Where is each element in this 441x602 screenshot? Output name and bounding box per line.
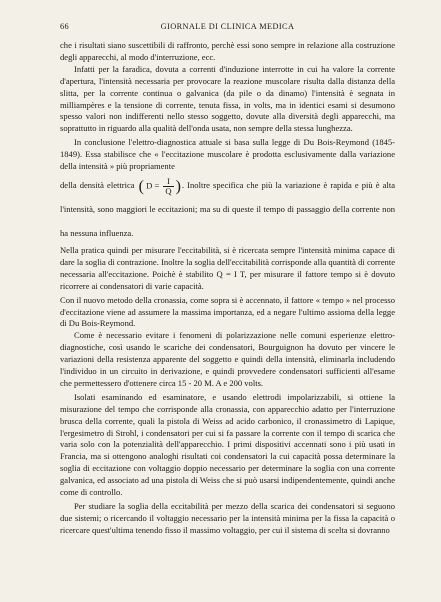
formula-lhs: D	[146, 179, 153, 190]
paragraph-3: In conclusione l'elettro-diagnostica attuale si basa sulla legge di Du Bois-Reymond (1845-1849). Essa stabilisce che « l'eccitazione muscolare è prodotta esclusivamente dalla variazione della intensità » più propriamente	[60, 137, 395, 172]
formula-numerator: I	[163, 177, 173, 187]
paragraph-4-cont: . Inoltre specifica che più la variazione è rapida e più è alta l'intensità, sono maggiori le eccitazioni; ma su di queste il tempo di passaggio della corrente non ha nessuna influenza.	[60, 179, 395, 238]
paragraph-7: Come è necessario evitare i fenomeni di polarizzazione nelle comuni esperienze elettro-diagnostiche, così usando le scariche dei condensatori, Bourguignon ha dovuto per vincere le variazioni della resistenza apparente del soggetto e quindi della intensità, eliminarla includendo l'individuo in un circuito in derivazione, e quindi provvedere condensatori sufficienti all'esame che permettessero d'ottenere circa 15 - 20 M. A e 200 volts.	[60, 330, 395, 388]
paragraph-1: che i risultati siano suscettibili di raffronto, perchè essi sono sempre in relazione alla costruzione degli apparecchi, al modo d'interruzione, ecc.	[60, 40, 395, 62]
page-number: 66	[60, 22, 70, 31]
paragraph-8: Isolati esaminando ed esaminatore, e usando elettrodi impolarizzabili, si ottiene la misurazione del tempo che corrisponde alla cronassia, con apparecchio adatto per l'interruzione brusca della corrente, quali la pistola di Weiss ad acido carbonico, il cronassimetro di Lapique, l'ergesimetro di Strohl, i condensatori per cui si fa passare la corrente con il tempo di scarica che varia solo con la potenzialità dell'apparecchio. I primi dispositivi accennati sono i più usati in Francia, ma si ottengono analoghi risultati coi condensatori la cui capacità possa determinare la soglia di eccitazione con voltaggio doppio necessario per determinare la soglia con una corrente galvanica, ed associato ad una pistola di Weiss che si può usarsi indipendentemente, quindi anche come di controllo.	[60, 391, 395, 498]
paragraph-6: Con il nuovo metodo della cronassia, come sopra si è accennato, il fattore « tempo » nel processo d'eccitazione viene ad assumere la massima importanza, ed a negare l'ultimo assioma della legge di Du Bois-Reymond.	[60, 294, 395, 329]
density-text: della densità elettrica	[60, 179, 135, 190]
running-title: GIORNALE DI CLINICA MEDICA	[160, 22, 295, 31]
paragraph-5: Nella pratica quindi per misurare l'eccitabilità, si è ricercata sempre l'intensità minima capace di dare la soglia di contrazione. Inoltre la soglia dell'eccitabilità corrisponde alla quantità di corrente necessaria all'eccitazione. Poichè è stabilito Q = I T, per misurare il fattore tempo si è dovuto ricorrere ai condensatori di varie capacità.	[60, 244, 395, 291]
paragraph-2: Infatti per la faradica, dovuta a correnti d'induzione interrotte in cui ha valore la corrente d'apertura, l'intensità necessaria per provocare la reazione muscolare risulta dalla distanza della slitta, per la corrente continua o galvanica (da pile o da dinamo) l'intensità è segnata in milliampères e la tensione di corrente, tenuta fissa, in volts, ma in identici esami si desumono spesso valori non indifferenti nello stesso soggetto, dovute alla diversità degli apparecchi, ma soprattutto in riguardo alla qualità dell'onda usata, non sempre della stessa lunghezza.	[60, 63, 395, 134]
paragraph-4	[60, 173, 395, 245]
formula-denominator: Q	[165, 185, 172, 196]
du-bois-formula: ( D = $\frac{I}{Q}$ )	[138, 175, 181, 196]
body-text	[60, 40, 395, 537]
formula-eq: =	[154, 179, 160, 190]
formula-fraction	[163, 177, 173, 196]
paragraph-9: Per studiare la soglia della eccitabilità per mezzo della scarica dei condensatori si seguono due sistemi; o ricercando il voltaggio necessario per la intensità minima per la fissa la capacità o ricercare quest'ultima tenendo fisso il massimo voltaggio, per cui il sistema di scelta si dovranno	[60, 501, 395, 535]
